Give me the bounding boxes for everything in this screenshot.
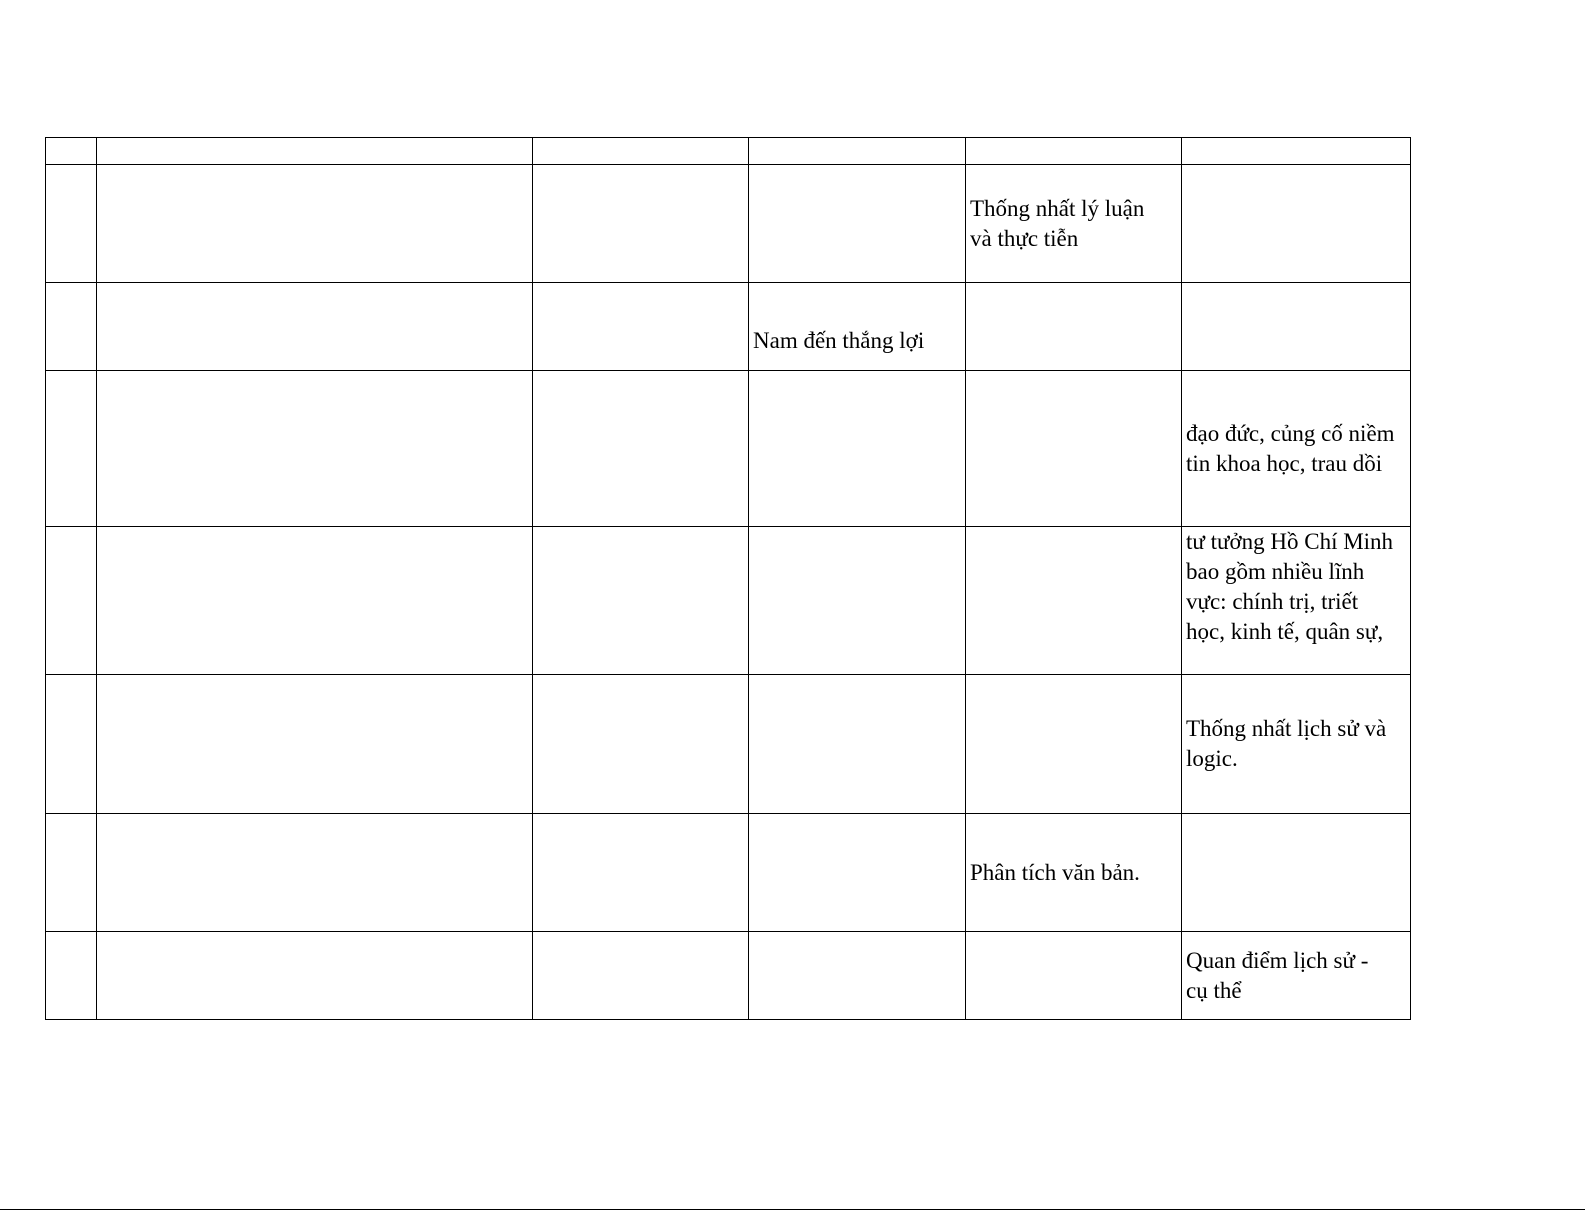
table-cell[interactable] [46,283,97,371]
table-cell[interactable] [966,675,1182,814]
table-cell[interactable] [97,932,533,1020]
table-cell[interactable]: Phân tích văn bản. [966,814,1182,932]
table-cell[interactable] [749,932,966,1020]
table-cell[interactable] [533,138,749,165]
table-cell[interactable] [46,932,97,1020]
table-cell[interactable] [97,165,533,283]
table-cell[interactable] [1182,138,1411,165]
table-row [46,932,1411,1020]
table-cell[interactable]: Quan điểm lịch sử - cụ thể [1182,932,1411,1020]
table-cell[interactable] [97,675,533,814]
table-cell[interactable] [46,371,97,527]
table-cell[interactable] [46,675,97,814]
table-cell[interactable] [1182,165,1411,283]
table-row [46,283,1411,371]
table-cell[interactable] [749,138,966,165]
table-cell[interactable]: Nam đến thắng lợi [749,283,966,371]
table-row [46,371,1411,527]
table-cell[interactable] [46,814,97,932]
table-cell[interactable] [749,814,966,932]
table-cell[interactable] [97,138,533,165]
table-cell[interactable]: Thống nhất lịch sử và logic. [1182,675,1411,814]
table-cell[interactable] [533,814,749,932]
table-row [46,814,1411,932]
table-cell[interactable] [966,932,1182,1020]
table-cell[interactable] [966,138,1182,165]
table-cell[interactable] [46,138,97,165]
table-cell[interactable] [966,371,1182,527]
table-row [46,165,1411,283]
table-row [46,675,1411,814]
table-cell[interactable] [97,527,533,675]
table-cell[interactable] [533,932,749,1020]
table-cell[interactable] [46,165,97,283]
table-cell[interactable]: Thống nhất lý luận và thực tiễn [966,165,1182,283]
table-cell[interactable] [533,527,749,675]
table-cell[interactable] [1182,814,1411,932]
table-row [46,527,1411,675]
table-row [46,138,1411,165]
table-cell[interactable] [749,371,966,527]
table-cell[interactable] [97,283,533,371]
table-cell[interactable] [97,814,533,932]
table-cell[interactable] [749,527,966,675]
spreadsheet-table [45,137,1411,1020]
table-cell[interactable] [533,675,749,814]
table-cell[interactable] [749,675,966,814]
table-cell[interactable]: đạo đức, củng cố niềm tin khoa học, trau dồi [1182,371,1411,527]
table-cell[interactable] [97,371,533,527]
table-cell[interactable]: tư tưởng Hồ Chí Minh bao gồm nhiều lĩnh vực: chính trị, triết học, kinh tế, quân sự, [1182,527,1411,675]
table-cell[interactable] [749,165,966,283]
table-cell[interactable] [533,283,749,371]
table-cell[interactable] [46,527,97,675]
table-cell[interactable] [533,165,749,283]
table-cell[interactable] [966,283,1182,371]
table-cell[interactable] [1182,283,1411,371]
page-bottom-divider [0,1209,1585,1210]
table-cell[interactable] [966,527,1182,675]
table-cell[interactable] [533,371,749,527]
